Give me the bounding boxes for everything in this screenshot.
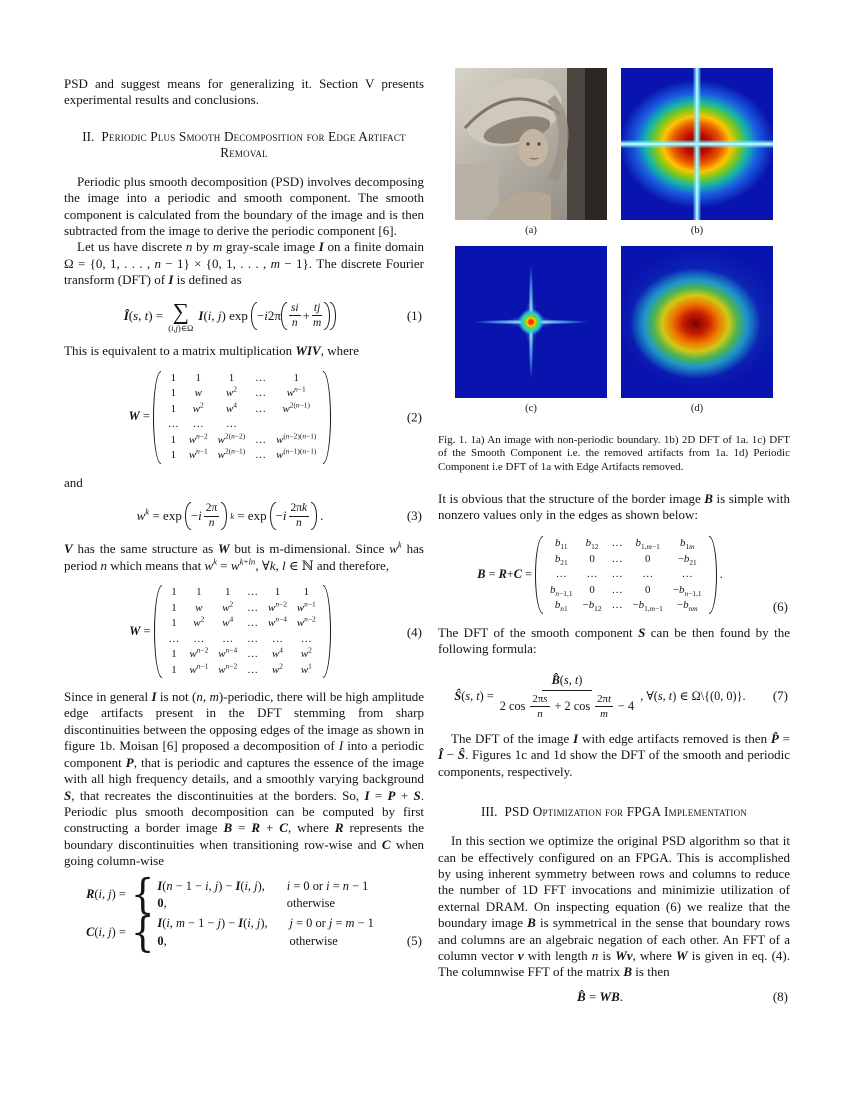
matrix-cell: … — [168, 632, 180, 645]
matrix-row — [164, 632, 321, 648]
eq7-lhs: Ŝ(s, t) = — [454, 688, 494, 703]
matrix-cell: 0 — [644, 583, 651, 596]
matrix-cell: $w^{n-1}$ — [286, 384, 306, 400]
fraction: $\frac{2\pi t}{m}$ — [597, 693, 612, 720]
matrix-cell: $w^{n-1}$ — [189, 660, 209, 676]
right-paren — [709, 536, 717, 614]
matrix-cell: 1 — [171, 648, 177, 661]
matrix-cell: … — [247, 648, 259, 661]
figure-1d — [621, 246, 773, 424]
matrix-row — [545, 552, 707, 568]
paragraph-and: and — [64, 474, 83, 490]
right-paren — [323, 371, 331, 464]
figure-1b-label: (b) — [690, 225, 704, 236]
matrix-row — [545, 536, 707, 552]
matrix-cell: … — [611, 583, 623, 596]
matrix-cell: $w^{n-2}$ — [268, 598, 287, 614]
matrix-cell: … — [611, 599, 623, 612]
matrix-cell: 1 — [170, 371, 177, 384]
matrix-cell: … — [611, 537, 623, 550]
matrix-cell: … — [225, 418, 237, 431]
matrix-cell: $w^2$ — [192, 399, 204, 415]
paragraph-edge-artifacts: Since in general I is not (n, m)-periodic, there will be high amplitude edge artifacts present in the DFT stemming from sharp discontinuities between the opposing edges of the image as shown in figure 1b. Moisan [6] proposed a decomposition of I into a periodic component P, that is periodic and captures the essence of the image with all high frequency details, and a smoothly varying background S, that recreates the discontinuities at the borders. So, I = P + S. Periodic plus smooth decomposition can be computed by first constructing a border image B = R + C, where R represents the boundary discontinuities when transitioning row-wise and C when going column-wise — [64, 689, 424, 869]
matrix-cell: $b_{21}$ — [554, 552, 568, 568]
matrix-cell: $w^{2(n-1)}$ — [217, 446, 246, 462]
portrait-photo — [455, 68, 607, 220]
paragraph-dft-definition: Let us have discrete n by m gray-scale image I on a finite domain Ω = {0, 1, . . . , n − 1} × {0, 1, . . . , m − 1}. The discrete Fourier transform (DFT) of I is defined as — [64, 239, 424, 288]
matrix-cell: $w^4$ — [225, 399, 237, 415]
equation-number: (8) — [772, 988, 788, 1004]
matrix-cell: … — [255, 402, 267, 415]
matrix-cell: $w^{n-2}$ — [296, 614, 316, 630]
fraction: $\frac{2\pi s}{n}$ — [532, 693, 548, 720]
paragraph-psd-overview: Periodic plus smooth decomposition (PSD) involves decomposing the image into a periodic and smooth component. The smooth component is calculated from the boundary of the image and is then subtracted from the image to derive the periodic component [6]. — [64, 173, 424, 239]
matrix-cell: 1 — [171, 617, 177, 630]
equation-number: (6) — [772, 599, 788, 615]
eq6-lhs: B = R+C = — [477, 567, 532, 582]
matrix-cell: $w^{(n-2)(n-1)}$ — [276, 430, 317, 446]
matrix-cell: $w^{2(n-1)}$ — [282, 399, 310, 415]
figure-1c — [455, 246, 607, 424]
equation-4 — [64, 585, 424, 678]
matrix-cell: 1 — [171, 601, 177, 614]
period: . — [320, 507, 324, 523]
matrix-row — [545, 567, 707, 583]
matrix-cell: 1 — [225, 586, 231, 599]
matrix-cell: 0 — [644, 552, 651, 565]
matrix-cell: 1 — [293, 371, 299, 384]
eq8-body: B̂ = WB. — [577, 988, 623, 1004]
matrix-cell: $w^2$ — [225, 384, 237, 400]
eq3-paren-group-1: −i $\frac{2\pi}{n}$ — [185, 502, 227, 530]
matrix-cell: … — [222, 632, 234, 645]
eq1-lhs: Î(s, t) = — [123, 307, 164, 323]
matrix-body — [163, 371, 321, 464]
equation-number: (1) — [406, 307, 422, 323]
figure-1b-image — [621, 68, 773, 220]
left-paren — [281, 302, 287, 330]
eq2-lhs: W = — [128, 409, 150, 424]
equation-1 — [64, 300, 424, 333]
matrix-cell: 1 — [171, 663, 177, 676]
right-paren — [330, 302, 336, 330]
matrix-cell: … — [247, 632, 259, 645]
eq4-lhs: W = — [129, 623, 151, 638]
matrix-cell: $w^{n-2}$ — [188, 430, 208, 446]
eq1-outer-paren-group — [251, 302, 336, 330]
periodic-dft-matrix — [154, 585, 331, 678]
figure-1a-image — [455, 68, 607, 220]
figure-1c-label: (c) — [525, 403, 537, 415]
matrix-row — [164, 598, 321, 617]
matrix-cell: 0 — [589, 583, 595, 596]
matrix-cell: $w^{n-1}$ — [188, 446, 208, 462]
matrix-cell: … — [255, 371, 267, 384]
period: . — [719, 567, 723, 582]
matrix-row — [164, 585, 321, 601]
equation-number: (2) — [406, 409, 422, 425]
section-heading-2 — [68, 129, 420, 161]
matrix-cell: $w^{n-1}$ — [296, 598, 316, 614]
figure-1d-image — [621, 246, 773, 398]
matrix-cell: $b_{1,m-1}$ — [635, 537, 660, 552]
equation-6 — [438, 536, 790, 614]
matrix-cell: … — [255, 387, 267, 400]
matrix-cell: $w^1$ — [300, 660, 312, 676]
equation-3: $w^k = \exp$ −i $\frac{2\pi}{n}$ k = exp −i $\frac{2\pi k}{n}$ . (3) — [136, 501, 422, 530]
matrix-cell: … — [555, 568, 567, 581]
fraction: $\frac{si}{n}$ — [290, 301, 299, 329]
figure-1 — [438, 68, 790, 425]
matrix-cell: 1 — [274, 586, 281, 599]
matrix-cell: … — [611, 568, 623, 581]
paragraph-border-structure: It is obvious that the structure of the border image B is simple with nonzero values only in the edges as shown below: — [438, 490, 790, 522]
matrix-cell: $w^2$ — [193, 614, 205, 630]
matrix-cell: 1 — [170, 433, 177, 446]
matrix-cell: $w^2$ — [271, 660, 283, 676]
matrix-row — [164, 616, 321, 632]
matrix-row — [163, 399, 321, 418]
left-paren — [535, 536, 543, 614]
matrix-cell: 1 — [195, 371, 201, 384]
matrix-body — [545, 536, 707, 614]
matrix-cell: … — [247, 617, 259, 630]
matrix-cell: … — [247, 601, 259, 614]
matrix-cell: … — [247, 663, 259, 676]
matrix-cell: … — [193, 632, 205, 645]
matrix-cell: $b_{1m}$ — [679, 537, 695, 552]
matrix-cell: $w^4$ — [271, 645, 283, 661]
paragraph-smooth-dft: The DFT of the smooth component S can be then found by the following formula: — [438, 624, 790, 657]
matrix-cell: 1 — [228, 371, 235, 384]
sigma-glyph: ∑ — [172, 298, 189, 324]
eq3-paren-group-2: −i $\frac{2\pi k}{n}$ — [270, 502, 318, 530]
matrix-cell: … — [681, 568, 693, 581]
matrix-cell: $b_{11}$ — [554, 537, 568, 552]
matrix-row — [545, 583, 707, 599]
matrix-cell: $w^{n-4}$ — [218, 645, 238, 661]
matrix-cell: w — [194, 387, 202, 400]
equation-number: (5) — [406, 932, 422, 948]
matrix-cell: 1 — [303, 586, 310, 599]
matrix-cell: … — [611, 552, 623, 565]
right-paren — [323, 585, 331, 678]
equation-5 — [64, 870, 424, 957]
figure-1a — [455, 68, 607, 246]
matrix-cell — [250, 417, 271, 433]
left-column — [64, 76, 424, 960]
eq1-term: I(i, j) exp — [198, 307, 248, 323]
paragraph-v-structure: V has the same structure as W but is m-dimensional. Since $w^k$ has period n which means that $w^k = w^{k+ln}$, ∀k, l ∈ ℕ and therefore, — [64, 539, 424, 573]
section-number: II. — [82, 128, 95, 144]
figure-1c-image — [455, 246, 607, 398]
big-fraction: B̂(s, t) 2 cos $\frac{2\pi s}{n}$ + 2 cos $\frac{2\pi t}{m}$ − 4 — [499, 672, 635, 720]
right-paren — [311, 502, 317, 530]
equation-number: (3) — [406, 507, 422, 523]
matrix-cell: 1 — [196, 586, 202, 599]
matrix-cell: $-b_{n-1,1}$ — [672, 583, 702, 599]
equation-number: (4) — [406, 623, 422, 639]
section-title: PSD Optimization for FPGA Implementation — [504, 804, 748, 820]
matrix-cell: $-b_{21}$ — [677, 552, 697, 568]
matrix-cell: … — [192, 418, 204, 431]
matrix-cell: $w^{n-2}$ — [189, 645, 209, 661]
matrix-cell: … — [247, 586, 259, 599]
matrix-cell: $w^{2(n-2)}$ — [217, 430, 246, 446]
left-paren — [154, 585, 162, 678]
eq1-inner-paren-group — [281, 302, 330, 330]
matrix-cell: … — [167, 418, 179, 431]
matrix-cell: … — [272, 632, 283, 645]
paragraph-periodic-dft: The DFT of the image I with edge artifacts removed is then P̂ = Î − Ŝ. Figures 1c and 1d show the DFT of the smooth and periodic components, respectively. — [438, 731, 790, 779]
figure-1a-label: (a) — [525, 225, 537, 236]
right-paren — [221, 502, 227, 530]
eq7-domain-condition: , ∀(s, t) ∈ Ω\{(0, 0)}. — [640, 688, 746, 703]
left-brace: { — [130, 907, 155, 957]
case-definitions — [86, 870, 374, 957]
case-row-R: R(i, j) = { I(n − 1 − i, j) − I(i, j), i = 0 or i = n − 1 0, otherwise — [86, 870, 369, 919]
matrix-cell: $-b_{12}$ — [582, 599, 602, 614]
matrix-row — [164, 647, 321, 663]
matrix-cell: 1 — [170, 449, 177, 462]
matrix-cell: $b_{n1}$ — [554, 599, 568, 614]
section-number: III. — [480, 804, 498, 820]
paragraph-matrix-equivalence: This is equivalent to a matrix multiplication WIV, where — [64, 343, 359, 359]
matrix-cell: $-b_{1,m-1}$ — [632, 599, 663, 614]
equation-number: (7) — [772, 687, 788, 703]
matrix-cell: … — [586, 568, 598, 581]
matrix-cell: $-b_{nm}$ — [676, 599, 698, 614]
matrix-cell: 1 — [171, 586, 177, 599]
section-title: Periodic Plus Smooth Decomposition for Edge Artifact Removal — [101, 128, 406, 160]
matrix-cell: $b_{12}$ — [585, 537, 599, 552]
fraction: $\frac{2\pi k}{n}$ — [290, 501, 308, 530]
matrix-cell: 1 — [170, 387, 177, 400]
matrix-cell: … — [642, 568, 654, 581]
case-row-C: C(i, j) = { I(i, m − 1 − j) − I(i, j), j = 0 or j = m − 1 0, otherwise — [86, 907, 374, 957]
left-brace: { — [130, 870, 155, 919]
matrix-cell: 0 — [589, 552, 595, 565]
equation-2 — [64, 371, 424, 464]
matrix-cell: … — [300, 632, 312, 645]
figure-1-caption: Fig. 1. 1a) An image with non-periodic boundary. 1b) 2D DFT of 1a. 1c) DFT of the Smooth Component i.e. the removed artifacts from 1a. 1d) Periodic Component i.e DFT of 1a with Edge Artifacts removed. — [438, 433, 790, 473]
matrix-row — [163, 448, 321, 464]
matrix-cell: $b_{n-1,1}$ — [549, 583, 573, 599]
border-matrix — [535, 536, 717, 614]
right-column — [438, 68, 790, 1016]
matrix-cell: … — [255, 433, 267, 446]
equation-8 — [438, 989, 790, 1005]
matrix-cell: $w^2$ — [222, 598, 234, 614]
fraction: $\frac{tj}{m}$ — [312, 301, 322, 329]
matrix-cell: $w^4$ — [222, 614, 234, 630]
matrix-row — [545, 598, 707, 614]
section-heading-3 — [442, 804, 786, 820]
matrix-cell: $w^2$ — [300, 645, 312, 661]
summation-subscript: (i,j)∈Ω — [168, 322, 194, 333]
summation-symbol — [168, 300, 193, 333]
matrix-cell: $w^{n-4}$ — [268, 614, 287, 630]
paragraph-intro-continuation: PSD and suggest means for generalizing it. Section V presents experimental results and conclusions. — [64, 76, 424, 108]
matrix-cell: … — [255, 449, 267, 462]
left-paren — [153, 371, 161, 464]
equation-7 — [438, 672, 790, 720]
fraction: $\frac{2\pi}{n}$ — [205, 501, 218, 530]
dft-matrix — [153, 371, 331, 464]
plus-sign: + — [302, 307, 310, 323]
matrix-cell: 1 — [170, 402, 177, 415]
matrix-cell: $w^{(n-1)(n-1)}$ — [276, 446, 317, 462]
matrix-cell: $w^{n-2}$ — [218, 660, 238, 676]
matrix-body — [164, 585, 321, 678]
matrix-row — [164, 660, 321, 679]
matrix-cell: w — [195, 601, 203, 614]
eq3-lhs: $w^k = \exp$ — [136, 506, 182, 523]
figure-1d-label: (d) — [690, 403, 704, 415]
paragraph-fpga-optimization: In this section we optimize the original PSD algorithm so that it can be effectively configured on an FPGA. This is accomplished by using inherent symmetry between rows and columns to reduce the number of 1D FFT invocations and minimizie utilization of external DRAM. On inspecting equation (6) we realize that the boundary image B is symmetrical in the sense that boundary rows and columns are an algebraic negation of each other. An FFT of a column vector v with length n is Wv, where W is given in eq. (4). The columnwise FFT of the matrix B is then — [438, 833, 791, 980]
eq1-coefficient: −i2π — [256, 307, 281, 323]
figure-1b — [621, 68, 773, 246]
